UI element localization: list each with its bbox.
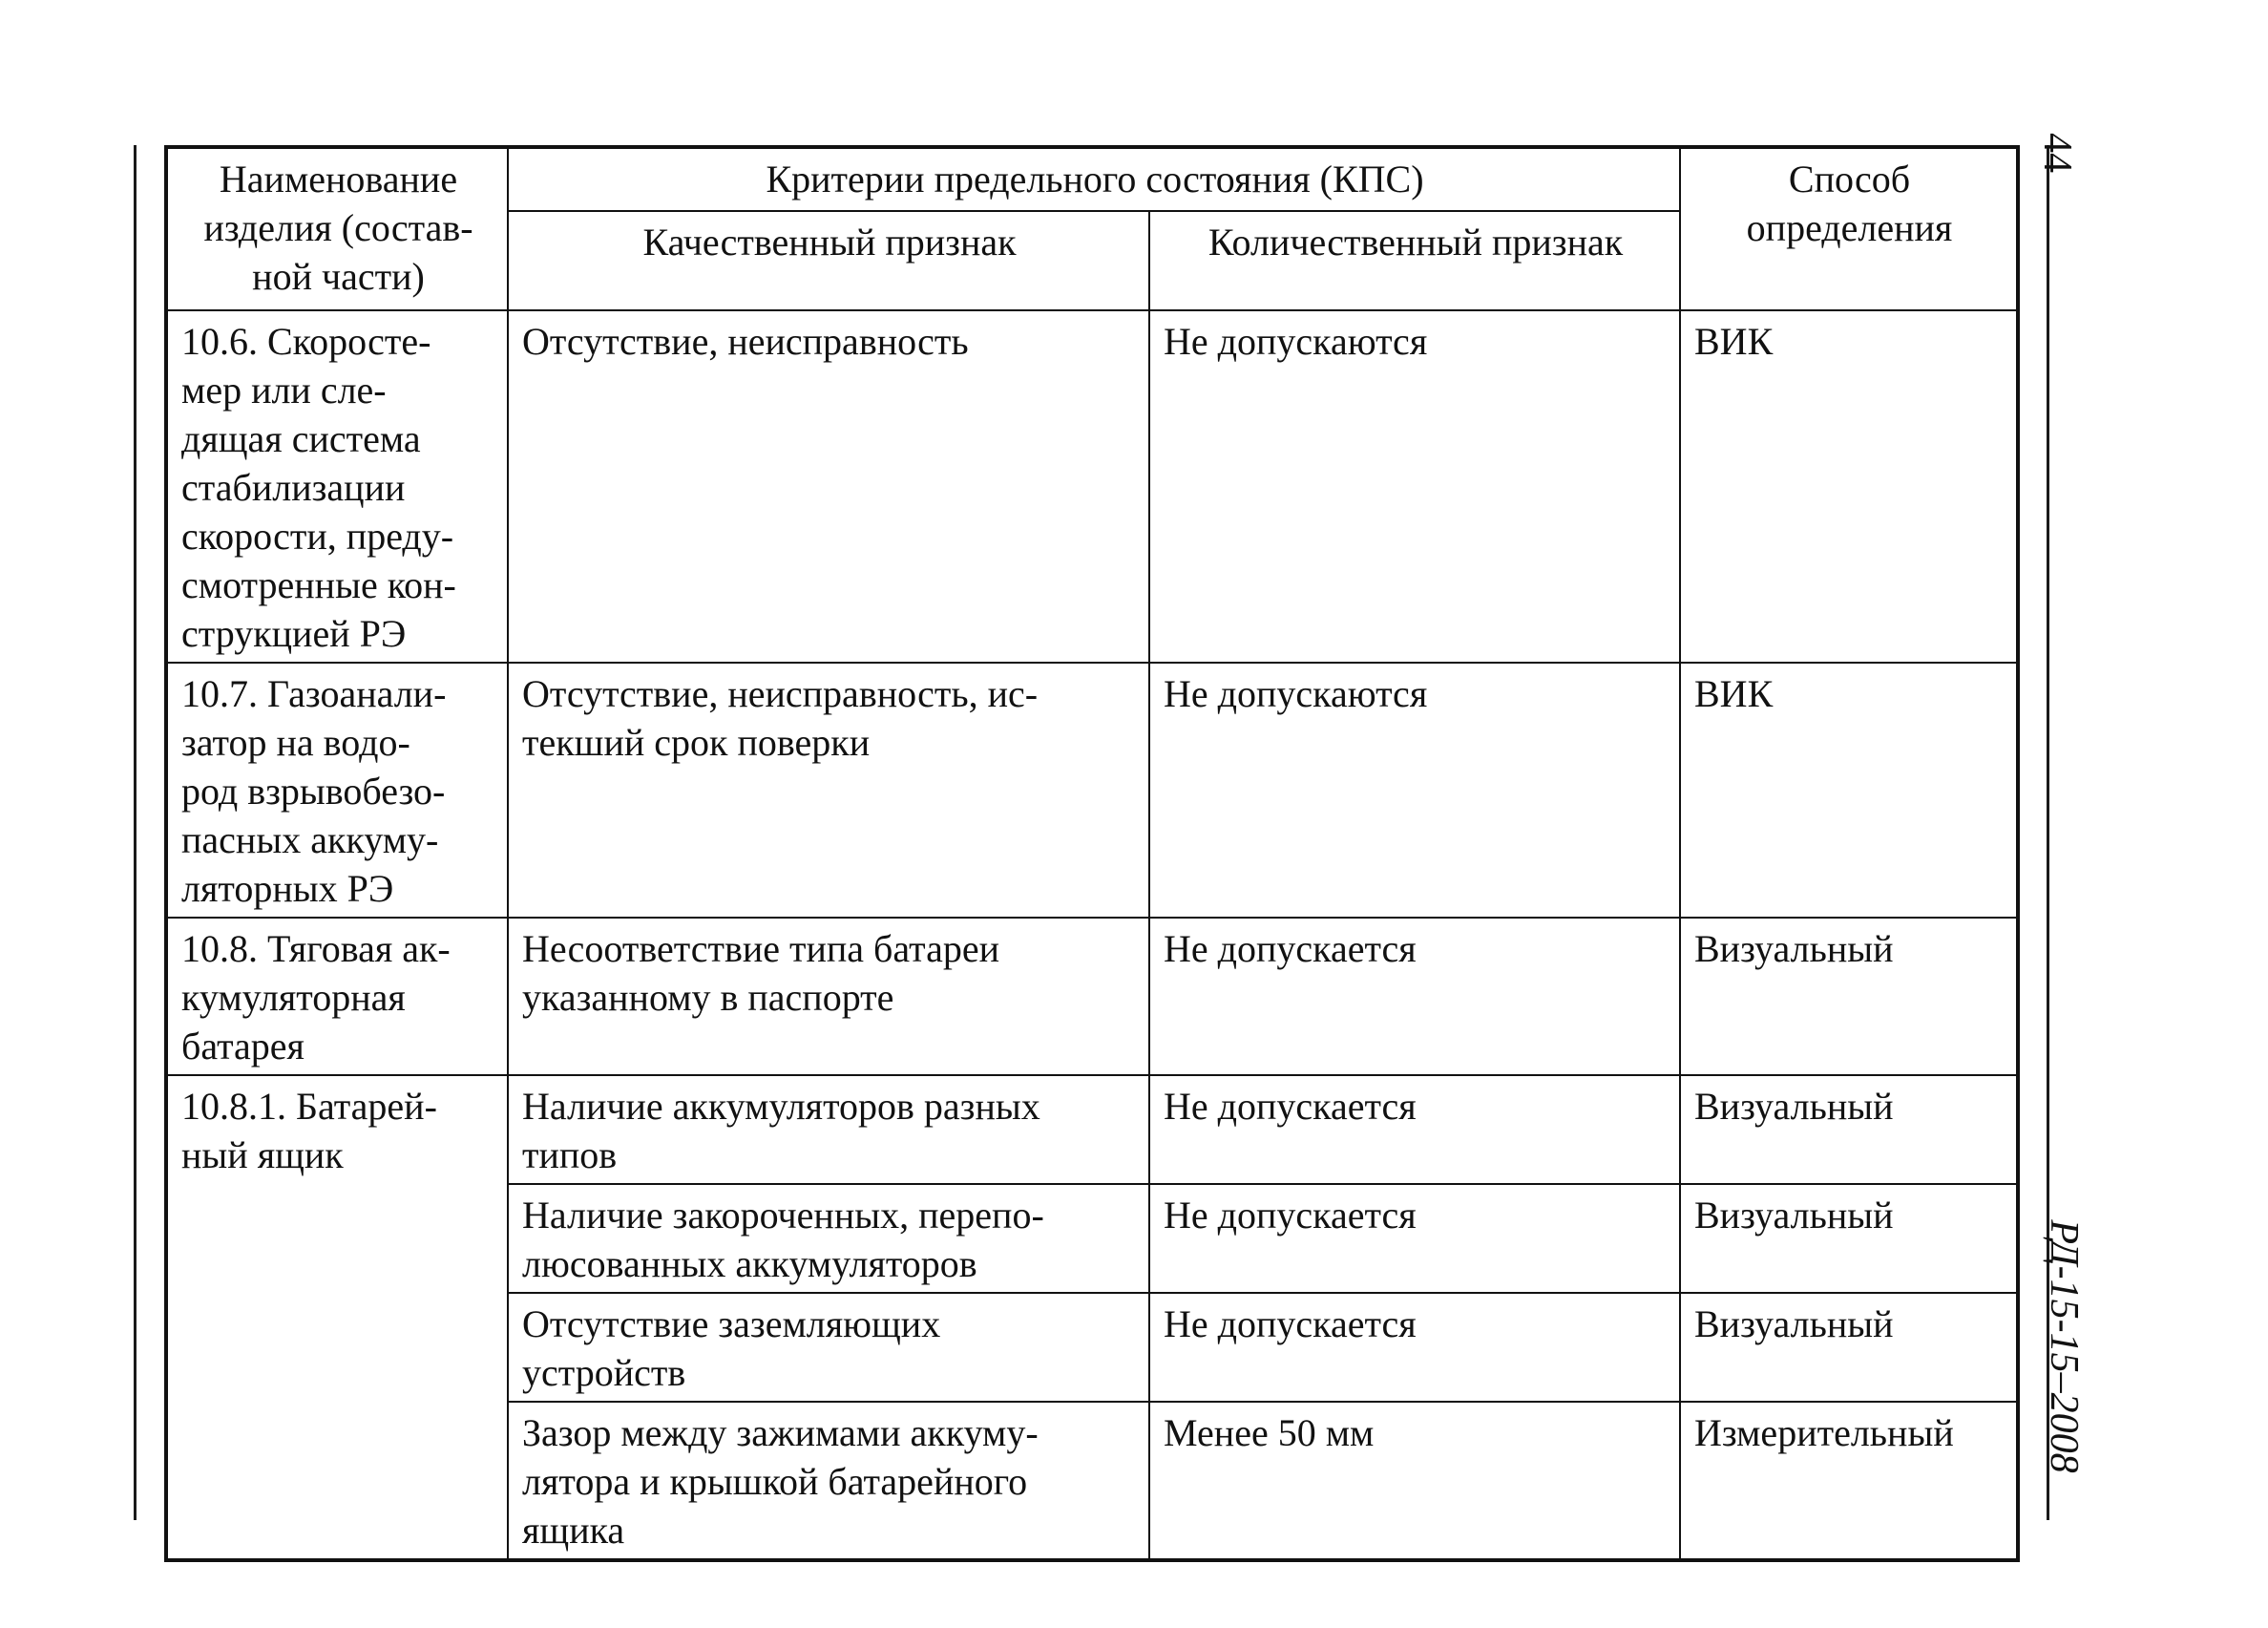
row-quantitative-cell: Не допускаются xyxy=(1149,663,1680,918)
left-margin-line xyxy=(134,145,136,1520)
row-quantitative-cell: Не допускается xyxy=(1149,918,1680,1075)
table-row xyxy=(166,310,2018,663)
row-method-cell: Визуальный xyxy=(1680,1184,2018,1293)
document-code: РД-15-15–2008 xyxy=(2042,1219,2086,1473)
row-quantitative-cell: Не допускается xyxy=(1149,1293,1680,1402)
header-name-cell: Наименование изделия (состав- ной части) xyxy=(166,147,508,310)
row-qualitative-cell: Зазор между зажимами аккуму- лятора и крышкой батарейного ящика xyxy=(508,1402,1149,1560)
row-qualitative-cell: Отсутствие, неисправность xyxy=(508,310,1149,663)
header-quantitative-cell: Количественный признак xyxy=(1149,211,1680,310)
row-qualitative-cell: Наличие аккумуляторов разных типов xyxy=(508,1075,1149,1184)
row-qualitative-cell: Наличие закороченных, перепо- люсованных аккумуляторов xyxy=(508,1184,1149,1293)
table-row xyxy=(166,663,2018,918)
row-name-cell: 10.7. Газоанали- затор на водо- род взрывобезо- пасных аккуму- ляторных РЭ xyxy=(166,663,508,918)
row-method-cell: Визуальный xyxy=(1680,1075,2018,1184)
row-method-cell: ВИК xyxy=(1680,310,2018,663)
table-row xyxy=(166,918,2018,1075)
group-name-cell: 10.8.1. Батарей- ный ящик xyxy=(166,1075,508,1560)
row-quantitative-cell: Не допускается xyxy=(1149,1184,1680,1293)
header-criteria-cell: Критерии предельного состояния (КПС) xyxy=(508,147,1680,211)
row-method-cell: ВИК xyxy=(1680,663,2018,918)
row-method-cell: Измерительный xyxy=(1680,1402,2018,1560)
page-number: 44 xyxy=(2035,133,2079,173)
row-quantitative-cell: Не допускаются xyxy=(1149,310,1680,663)
row-method-cell: Визуальный xyxy=(1680,918,2018,1075)
row-qualitative-cell: Отсутствие, неисправность, ис- текший срок поверки xyxy=(508,663,1149,918)
row-quantitative-cell: Менее 50 мм xyxy=(1149,1402,1680,1560)
row-quantitative-cell: Не допускается xyxy=(1149,1075,1680,1184)
table-row xyxy=(166,1075,2018,1184)
criteria-table xyxy=(164,145,2020,1562)
row-method-cell: Визуальный xyxy=(1680,1293,2018,1402)
header-qualitative-cell: Качественный признак xyxy=(508,211,1149,310)
row-name-cell: 10.8. Тяговая ак- кумуляторная батарея xyxy=(166,918,508,1075)
row-qualitative-cell: Отсутствие заземляющих устройств xyxy=(508,1293,1149,1402)
row-name-cell: 10.6. Скоросте- мер или сле- дящая система стабилизации скорости, преду- смотренные кон- струкцией РЭ xyxy=(166,310,508,663)
header-method-cell: Способ определения xyxy=(1680,147,2018,310)
row-qualitative-cell: Несоответствие типа батареи указанному в паспорте xyxy=(508,918,1149,1075)
